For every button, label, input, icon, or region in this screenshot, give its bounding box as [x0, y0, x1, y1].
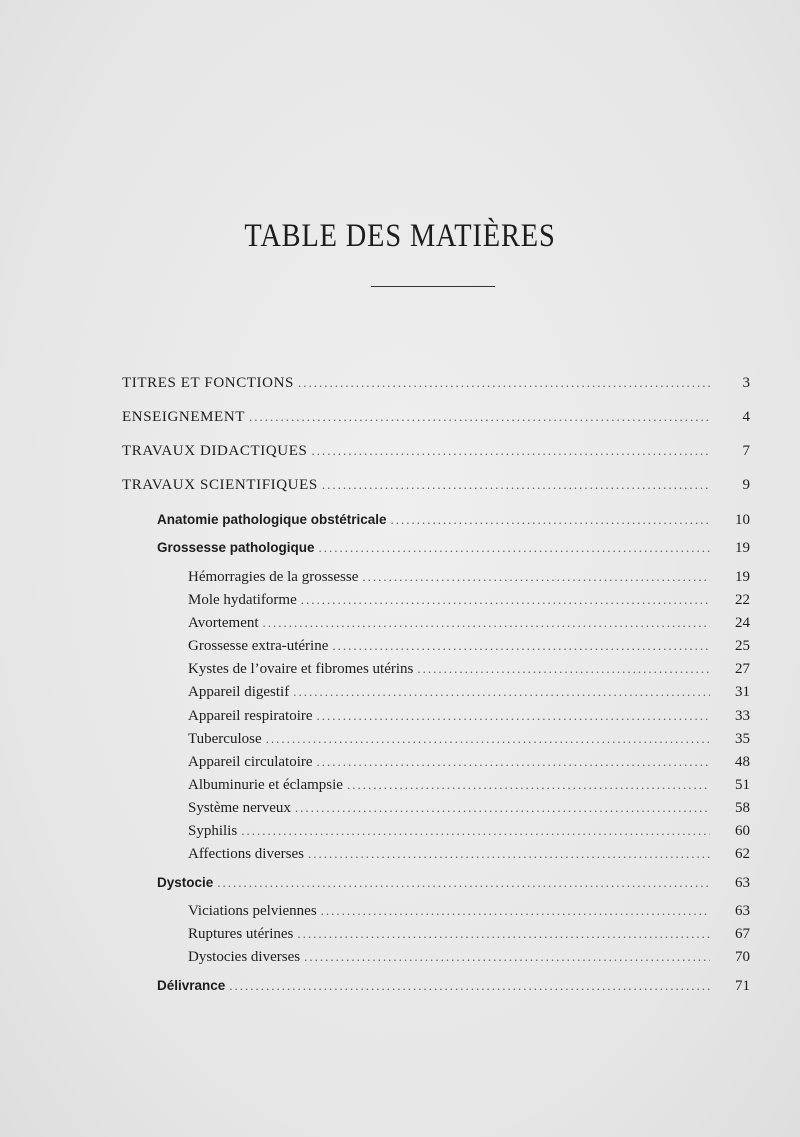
leader-dots [229, 976, 710, 996]
toc-entry[interactable] [188, 901, 750, 921]
leader-dots [362, 567, 710, 587]
title-divider [371, 286, 495, 287]
leader-dots [301, 590, 710, 610]
leader-dots [241, 821, 710, 841]
toc-entry-page: 63 [735, 875, 750, 891]
leader-dots [322, 475, 710, 495]
toc-entry-page: 58 [735, 800, 750, 816]
toc-entry[interactable] [157, 873, 750, 893]
toc-entry[interactable] [188, 821, 750, 841]
toc-entry-page: 24 [735, 615, 750, 631]
toc-entry-page: 63 [735, 903, 750, 919]
toc-entry-label: Appareil digestif [188, 684, 290, 700]
leader-dots [295, 798, 710, 818]
toc-entry-page: 4 [742, 409, 750, 425]
leader-dots [321, 901, 710, 921]
toc-entry[interactable] [188, 729, 750, 749]
toc-entry[interactable] [122, 407, 750, 427]
toc-entry-page: 71 [735, 978, 750, 994]
toc-entry-label: Dystocies diverses [188, 949, 301, 965]
toc-entry[interactable] [188, 775, 750, 795]
toc-entry-label: Anatomie pathologique obstétricale [157, 512, 387, 527]
toc-entry-page: 22 [735, 592, 750, 608]
toc-entry[interactable] [188, 636, 750, 656]
toc-entry-label: TITRES ET FONCTIONS [122, 375, 294, 391]
toc-entry-label: Syphilis [188, 823, 238, 839]
toc-entry[interactable] [188, 613, 750, 633]
leader-dots [249, 407, 710, 427]
leader-dots [311, 441, 710, 461]
leader-dots [332, 636, 710, 656]
toc-entry-label: Grossesse pathologique [157, 540, 315, 555]
toc-entry-label: Système nerveux [188, 800, 291, 816]
leader-dots [347, 775, 710, 795]
toc-entry-page: 70 [735, 949, 750, 965]
toc-entry-label: Avortement [188, 615, 259, 631]
toc-entry-page: 19 [735, 569, 750, 585]
toc-entry-label: ENSEIGNEMENT [122, 409, 246, 425]
leader-dots [317, 752, 710, 772]
leader-dots [266, 729, 710, 749]
toc-entry-page: 7 [742, 443, 750, 459]
toc-entry[interactable] [188, 590, 750, 610]
toc-entry[interactable] [188, 798, 750, 818]
leader-dots [298, 373, 710, 393]
toc-entry-page: 33 [735, 708, 750, 724]
toc-entry-page: 3 [742, 375, 750, 391]
page-title: TABLE DES MATIÈRES [244, 218, 556, 255]
toc-entry[interactable] [122, 475, 750, 495]
toc-entry[interactable] [122, 441, 750, 461]
leader-dots [297, 924, 710, 944]
toc-entry-page: 31 [735, 684, 750, 700]
toc-entry-page: 27 [735, 661, 750, 677]
toc-entry-label: TRAVAUX DIDACTIQUES [122, 443, 308, 459]
leader-dots [319, 538, 710, 558]
toc-entry-page: 62 [735, 846, 750, 862]
leader-dots [304, 947, 710, 967]
toc-entry-label: Albuminurie et éclampsie [188, 777, 343, 793]
toc-entry-label: Appareil respiratoire [188, 708, 313, 724]
toc-entry-label: Délivrance [157, 978, 226, 993]
toc-entry-page: 67 [735, 926, 750, 942]
toc-entry-label: Grossesse extra-utérine [188, 638, 329, 654]
leader-dots [263, 613, 710, 633]
toc-entry-page: 60 [735, 823, 750, 839]
toc-entry-label: Mole hydatiforme [188, 592, 297, 608]
toc-entry-label: Affections diverses [188, 846, 304, 862]
toc-entry-page: 48 [735, 754, 750, 770]
leader-dots [317, 706, 710, 726]
toc-entry-page: 51 [735, 777, 750, 793]
toc-entry-label: Appareil circulatoire [188, 754, 313, 770]
toc-entry[interactable] [157, 510, 750, 530]
toc-entry-label: Tuberculose [188, 731, 262, 747]
toc-entry-label: Dystocie [157, 875, 214, 890]
toc-entry[interactable] [157, 538, 750, 558]
toc-entry[interactable] [188, 752, 750, 772]
toc-entry-page: 9 [742, 477, 750, 493]
toc-entry-page: 25 [735, 638, 750, 654]
toc-entry-label: Viciations pelviennes [188, 903, 317, 919]
toc-entry[interactable] [188, 844, 750, 864]
toc-entry[interactable] [188, 706, 750, 726]
leader-dots [308, 844, 710, 864]
leader-dots [217, 873, 710, 893]
toc-entry-label: Hémorragies de la grossesse [188, 569, 359, 585]
toc-entry-page: 35 [735, 731, 750, 747]
toc-entry-page: 10 [735, 512, 750, 528]
toc-entry[interactable] [157, 976, 750, 996]
leader-dots [293, 682, 710, 702]
toc-entry-label: Kystes de l’ovaire et fibromes utérins [188, 661, 414, 677]
toc-entry-label: TRAVAUX SCIENTIFIQUES [122, 477, 318, 493]
leader-dots [391, 510, 710, 530]
toc-entry[interactable] [188, 682, 750, 702]
toc-entry[interactable] [188, 924, 750, 944]
toc-entry[interactable] [188, 659, 750, 679]
leader-dots [417, 659, 710, 679]
toc-entry-label: Ruptures utérines [188, 926, 294, 942]
toc-entry[interactable] [188, 947, 750, 967]
toc-entry[interactable] [122, 373, 750, 393]
toc-entry-page: 19 [735, 540, 750, 556]
toc-entry[interactable] [188, 567, 750, 587]
